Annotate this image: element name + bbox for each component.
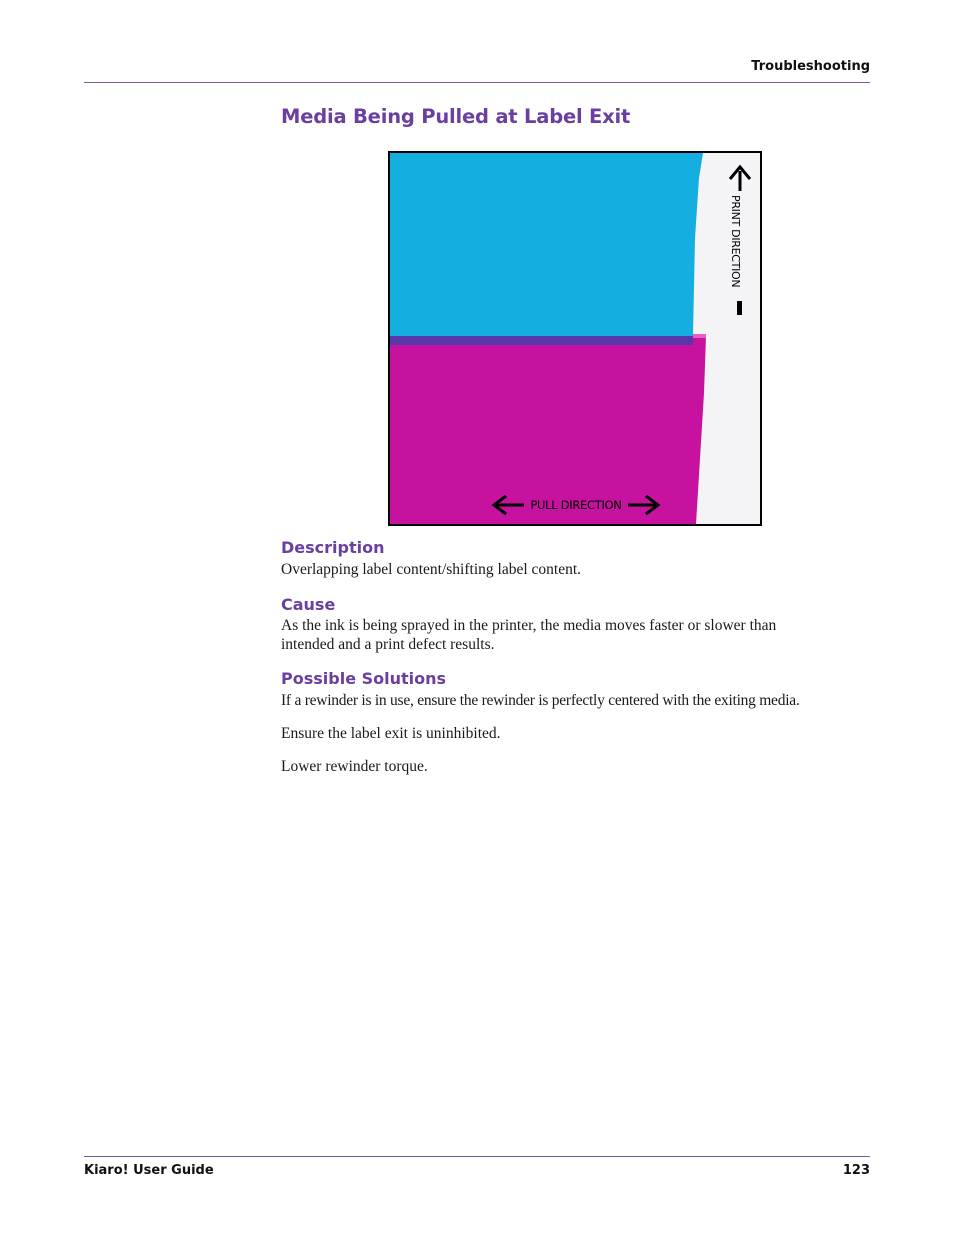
footer-page-number: 123 bbox=[842, 1163, 870, 1178]
solution-item-3: Lower rewinder torque. bbox=[281, 758, 428, 775]
print-direction-label: PRINT DIRECTION bbox=[729, 195, 742, 288]
running-header bbox=[84, 56, 870, 83]
description-heading: Description bbox=[281, 538, 385, 557]
solutions-heading: Possible Solutions bbox=[281, 669, 447, 688]
cyan-print-area bbox=[390, 153, 703, 336]
cause-text-line-2: intended and a print defect results. bbox=[281, 636, 495, 653]
running-footer bbox=[84, 1156, 870, 1183]
magenta-print-area bbox=[390, 336, 706, 524]
solution-item-1: If a rewinder is in use, ensure the rewinder is perfectly centered with the exiting media. bbox=[281, 692, 800, 709]
cause-text-line-1: As the ink is being sprayed in the printer, the media moves faster or slower than bbox=[281, 617, 777, 634]
defect-figure bbox=[388, 151, 762, 526]
overlap-band bbox=[390, 336, 693, 345]
cause-heading: Cause bbox=[281, 595, 336, 614]
header-section-name: Troubleshooting bbox=[751, 59, 870, 74]
description-text: Overlapping label content/shifting label content. bbox=[281, 561, 582, 578]
solution-item-2: Ensure the label exit is uninhibited. bbox=[281, 725, 501, 742]
footer-guide-title: Kiaro! User Guide bbox=[84, 1163, 214, 1178]
page-title: Media Being Pulled at Label Exit bbox=[281, 105, 631, 128]
pull-direction-label: PULL DIRECTION bbox=[530, 498, 622, 512]
defect-illustration bbox=[390, 153, 760, 524]
